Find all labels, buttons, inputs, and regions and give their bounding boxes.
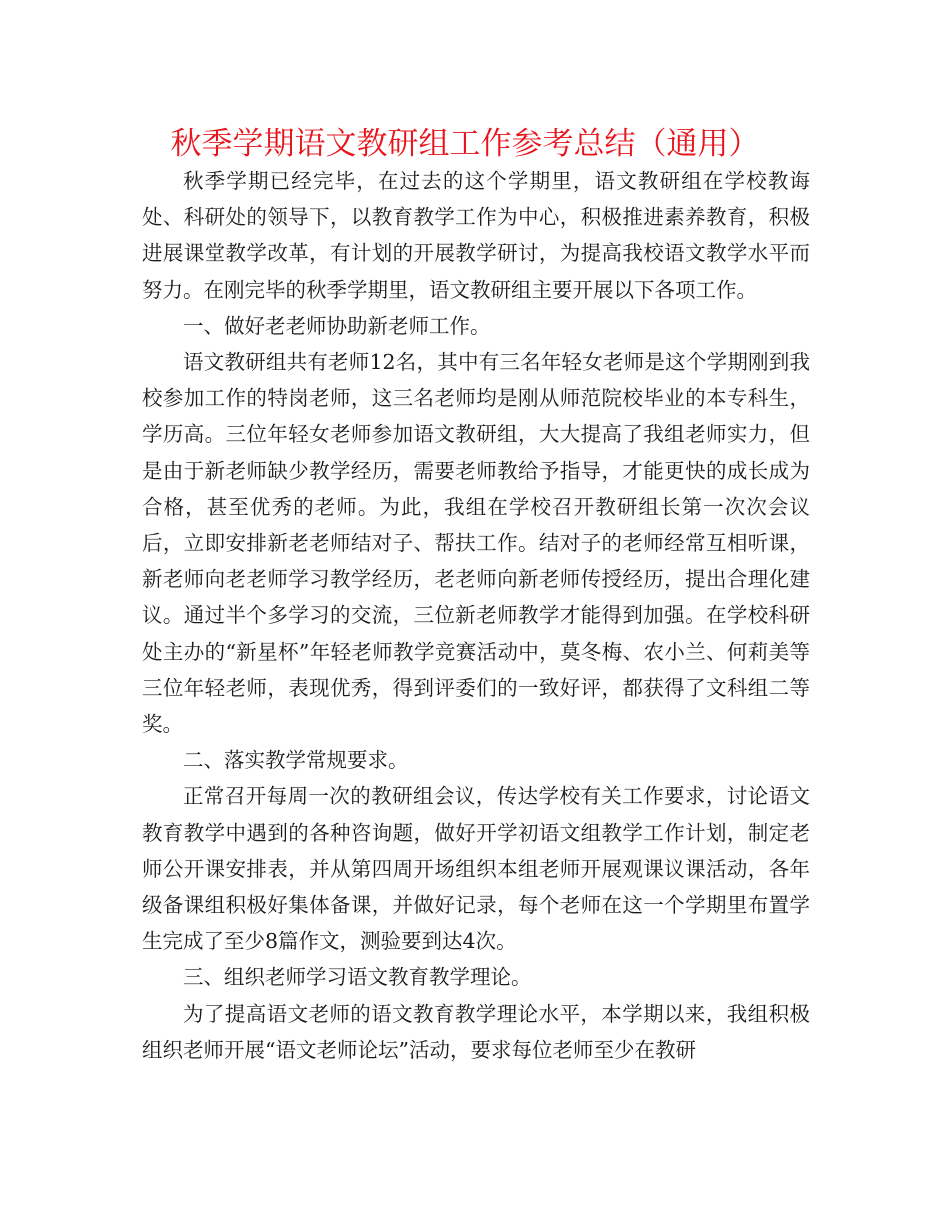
document-title: 秋季学期语文教研组工作参考总结（通用） — [170, 126, 760, 162]
section-heading-1: 一、做好老老师协助新老师工作。 — [183, 313, 491, 338]
paragraph-section-3: 为了提高语文老师的语文教育教学理论水平，本学期以来，我组积极组织老师开展“语文老师论坛”活动，要求每位老师至少在教研 — [142, 1001, 810, 1062]
paragraph-intro: 秋季学期已经完毕，在过去的这个学期里，语文教研组在学校教诲处、科研处的领导下，以教育教学工作为中心，积极推进素养教育，积极进展课堂教学改革，有计划的开展教学研讨，为提高我校语文教学水平而努力。在刚完毕的秋季学期里，语文教研组主要开展以下各项工作。 — [142, 169, 810, 302]
section-heading-3: 三、组织老师学习语文教育教学理论。 — [183, 965, 532, 990]
paragraph-section-1: 语文教研组共有老师12名，其中有三名年轻女老师是这个学期刚到我校参加工作的特岗老师，这三名老师均是刚从师范院校毕业的本专科生，学历高。三位年轻女老师参加语文教研组，大大提高了我组老师实力，但是由于新老师缺少教学经历，需要老师教给予指导，才能更快的成长成为合格，甚至优秀的老师。为此，我组在学校召开教研组长第一次次会议后，立即安排新老老师结对子、帮扶工作。结对子的老师经常互相听课，新老师向老老师学习教学经历，老老师向新老师传授经历，提出合理化建议。通过半个多学习的交流，三位新老师教学才能得到加强。在学校科研处主办的“新星杯”年轻老师教学竞赛活动中，莫冬梅、农小兰、何莉美等三位年轻老师，表现优秀，得到评委们的一致好评，都获得了文科组二等奖。 — [142, 350, 810, 737]
paragraph-section-2: 正常召开每周一次的教研组会议，传达学校有关工作要求，讨论语文教育教学中遇到的各种咨询题，做好开学初语文组教学工作计划，制定老师公开课安排表，并从第四周开场组织本组老师开展观课议课活动，各年级备课组积极好集体备课，并做好记录，每个老师在这一个学期里布置学生完成了至少8篇作文，测验要到达4次。 — [142, 784, 810, 954]
document-body — [142, 163, 810, 1068]
section-heading-2: 二、落实教学常规要求。 — [183, 748, 409, 773]
